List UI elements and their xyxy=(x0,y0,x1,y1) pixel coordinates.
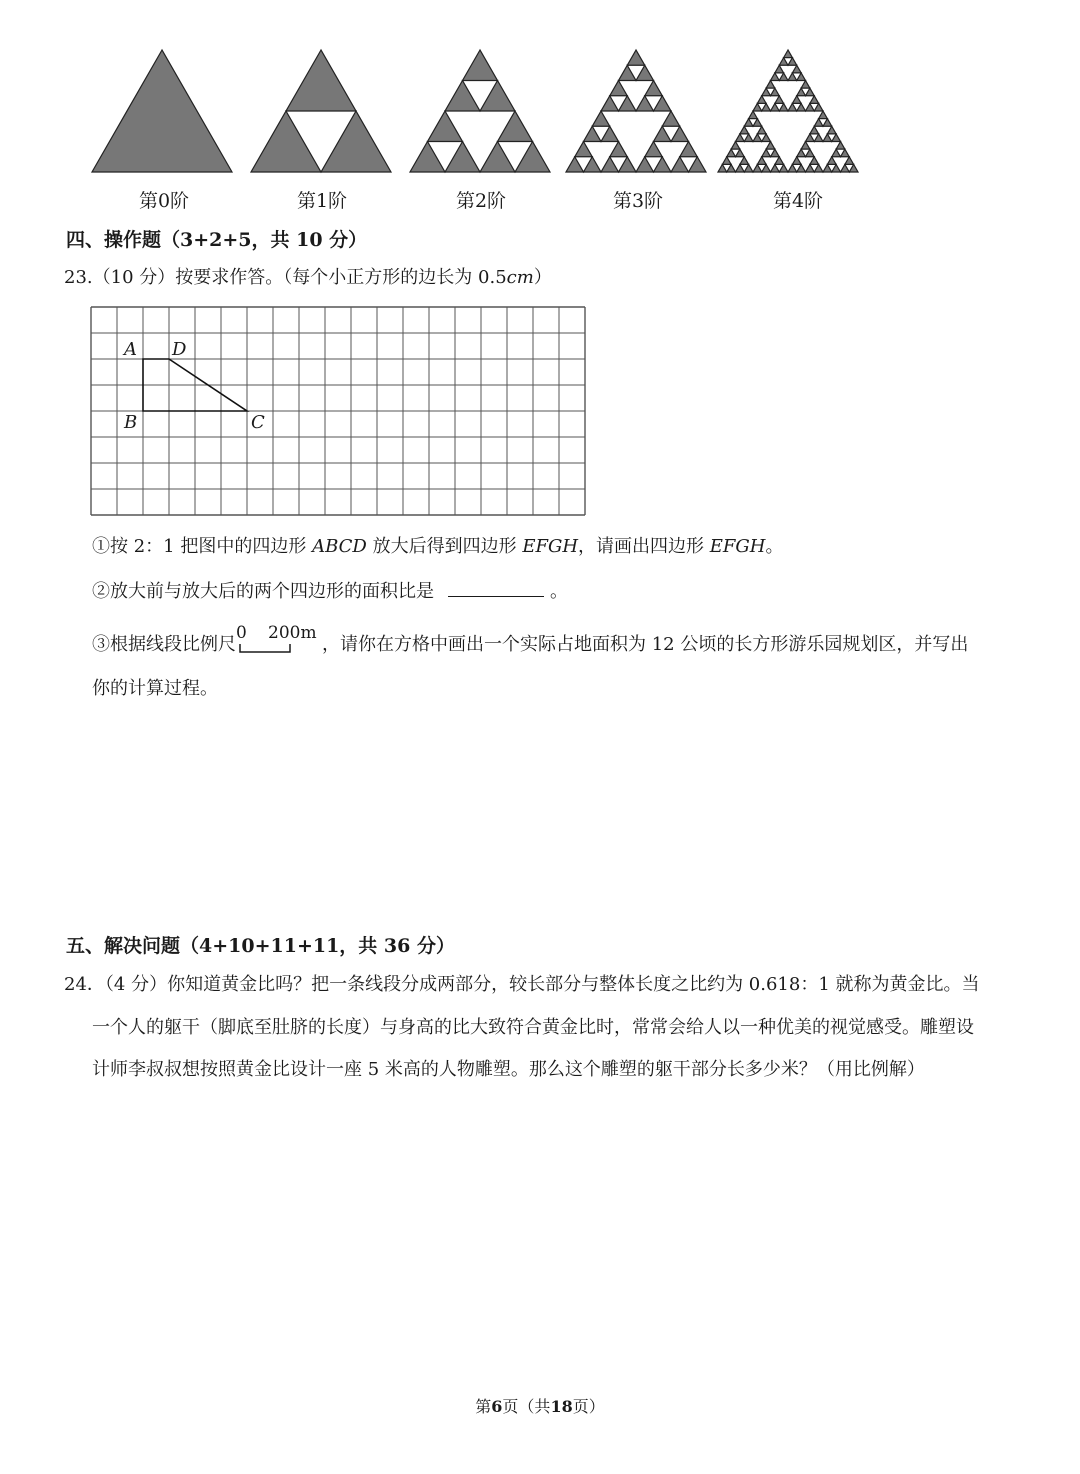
sierpinski-order-1 xyxy=(251,50,391,172)
q23-sub3 xyxy=(92,623,969,657)
q24-line1: 24．（4 分）你知道黄金比吗？把一条线段分成两部分，较长部分与整体长度之比约为 0.618：1 就称为黄金比。当 xyxy=(64,974,980,995)
point-label-d: D xyxy=(172,339,187,360)
q23-sub2 xyxy=(92,578,568,604)
point-label-a: A xyxy=(124,339,137,360)
sub3-pre: 根据线段比例尺 xyxy=(110,634,236,655)
q23-number: 23. xyxy=(64,267,93,288)
stage-label-2: 第2阶 xyxy=(455,190,507,212)
footer-total-pages: 18 xyxy=(550,1397,573,1416)
sub1-marker: ① xyxy=(92,536,110,557)
sub1-pre: 按 2：1 把图中的四边形 xyxy=(110,536,307,557)
sierpinski-order-3 xyxy=(566,50,706,172)
q24-line2: 一个人的躯干（脚底至肚脐的长度）与身高的比大致符合黄金比时，常常会给人以一种优美的视觉感受。雕塑设 xyxy=(92,1017,974,1038)
footer-page-number: 6 xyxy=(491,1397,503,1416)
stage-label-0: 第0阶 xyxy=(138,190,190,212)
q23-sub1 xyxy=(92,535,784,559)
sub1-end: 。 xyxy=(765,536,784,557)
stage-label-3: 第3阶 xyxy=(612,190,664,212)
q24-line3: 计师李叔叔想按照黄金比设计一座 5 米高的人物雕塑。那么这个雕塑的躯干部分长多少米？（用比例解） xyxy=(92,1059,925,1080)
scale-start-label: 0 xyxy=(236,623,247,643)
sub1-mid: 放大后得到四边形 xyxy=(372,536,517,557)
scale-end-label: 200m xyxy=(268,623,317,643)
sub2-text: 放大前与放大后的两个四边形的面积比是 xyxy=(110,581,434,602)
q23-score: （10 分） xyxy=(92,267,176,288)
section-4-title: 四、操作题（3+2+5，共 10 分） xyxy=(66,229,368,251)
footer-mid: 页（共 xyxy=(502,1397,551,1416)
footer-post: 页） xyxy=(572,1397,605,1416)
q23-unit: cm xyxy=(506,267,534,288)
sierpinski-order-2 xyxy=(410,50,550,172)
point-label-c: C xyxy=(251,412,265,433)
footer-pre: 第 xyxy=(475,1397,492,1416)
sub2-marker: ② xyxy=(92,581,110,602)
q23-header xyxy=(64,266,552,290)
sub1-efgh: EFGH xyxy=(522,536,579,557)
sierpinski-order-0 xyxy=(92,50,232,172)
q23-prompt: 按要求作答。（每个小正方形的边长为 xyxy=(175,267,473,288)
section-5-title: 五、解决问题（4+10+11+11，共 36 分） xyxy=(66,935,455,957)
q23-prompt-end: ） xyxy=(533,267,552,288)
line-segment-scale xyxy=(236,623,322,657)
stage-label-1: 第1阶 xyxy=(296,190,348,212)
sub1-efgh-2: EFGH xyxy=(709,536,766,557)
point-label-b: B xyxy=(124,412,138,433)
sub3-post: ，请你在方格中画出一个实际占地面积为 12 公顷的长方形游乐园规划区，并写出 xyxy=(322,634,969,655)
sub2-end: 。 xyxy=(550,581,568,602)
scale-bar-icon xyxy=(238,643,298,655)
answer-blank[interactable] xyxy=(448,578,544,597)
sub1-abcd: ABCD xyxy=(312,536,367,557)
sub3-marker: ③ xyxy=(92,634,110,655)
page-footer xyxy=(0,1394,1080,1417)
sierpinski-fractal-figures xyxy=(0,0,1080,180)
sierpinski-order-4 xyxy=(718,50,858,172)
sub3-line2: 你的计算过程。 xyxy=(92,678,218,699)
stage-label-4: 第4阶 xyxy=(772,190,824,212)
q23-unit-value: 0.5 xyxy=(478,267,507,288)
square-grid xyxy=(90,306,590,518)
sub1-mid2: ，请画出四边形 xyxy=(578,536,705,557)
